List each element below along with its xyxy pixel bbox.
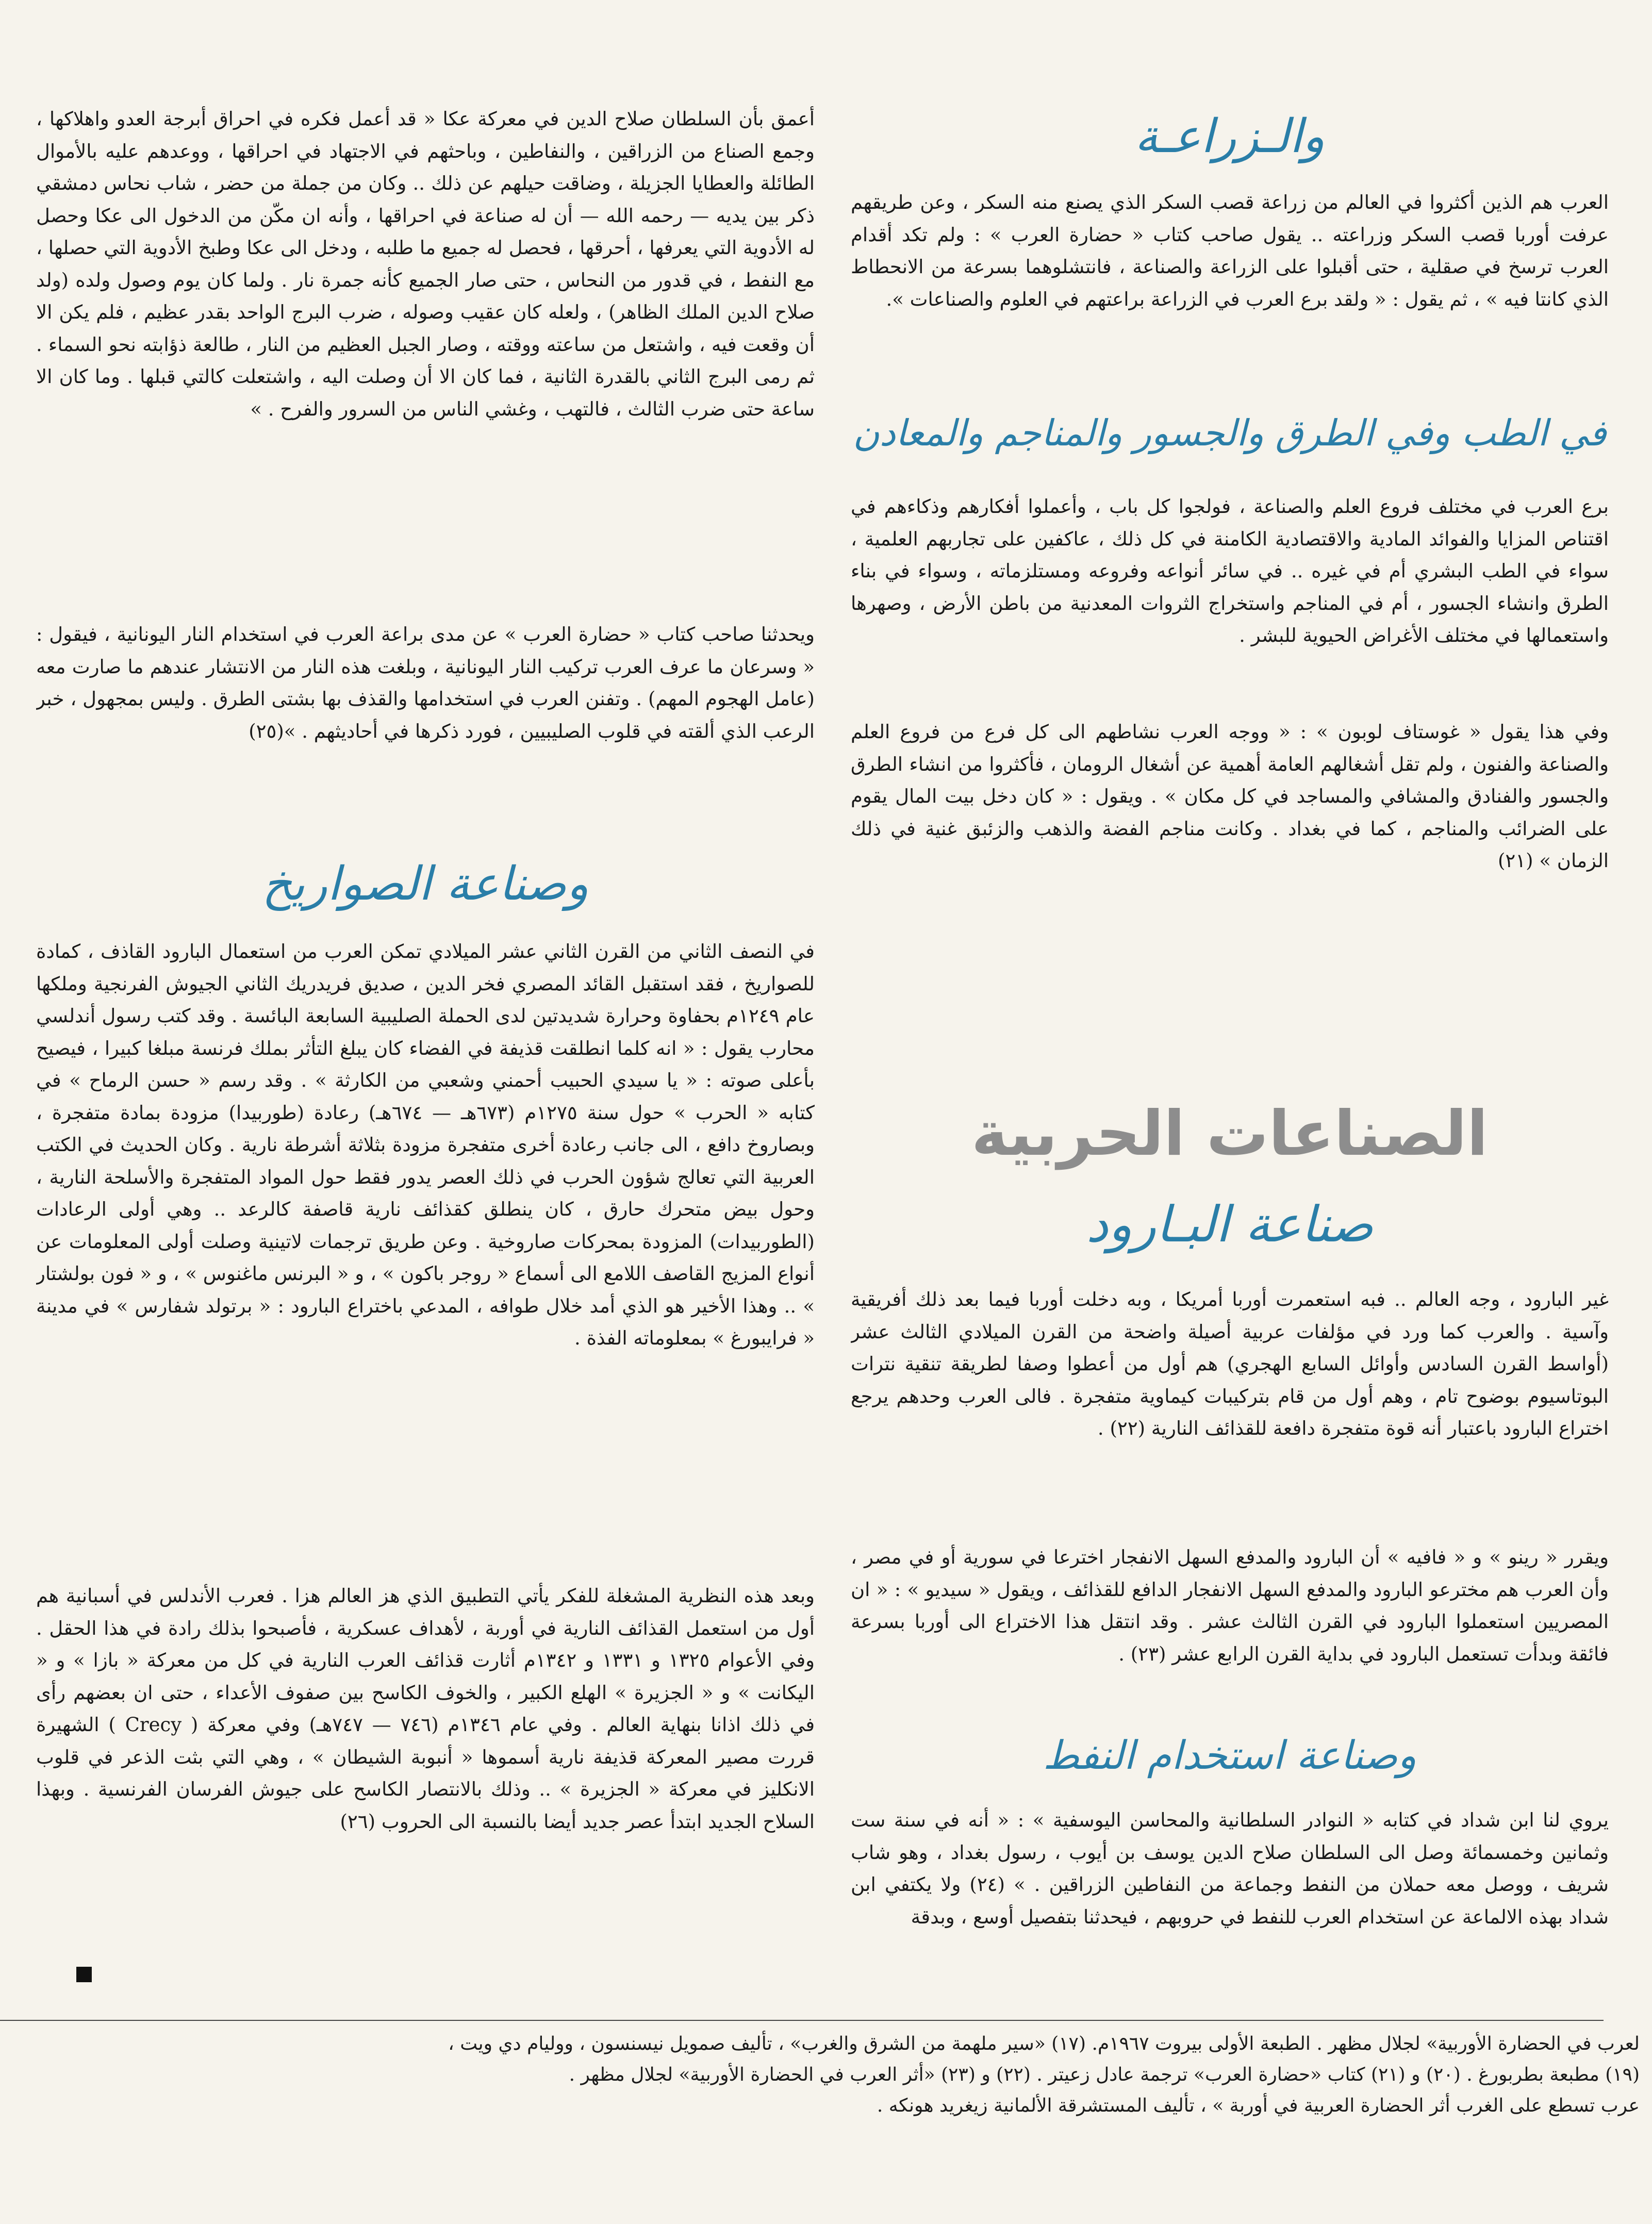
paragraph-rockets-2: وبعد هذه النظرية المشغلة للفكر يأتي التطبيق الذي هز العالم هزا . فعرب الأندلس في أسبانية هم أول من استعمل القذائف النارية في أوربة ، لأهداف عسكرية ، فأصبحوا بذلك رادة في هذا الحقل . وفي الأعوام ١٣٢٥ و ١٣٣١ و ١٣٤٢م أثارت قذائف العرب النارية في كل من معركة « بازا » و « اليكانت » و « الجزيرة » الهلع الكبير ، والخوف الكاسح بين صفوف الأعداء ، حتى ان بعضهم رأى في ذلك اذانا بنهاية العالم . وفي عام ١٣٤٦م (٧٤٦ — ٧٤٧هـ) وفي معركة ( Crecy ) الشهيرة قررت مصير المعركة قذيفة نارية أسموها « أنبوبة الشيطان » ، وهي التي بثت الذعر في قلوب الانكليز في معركة « الجزيرة » .. وذلك بالانتصار الكاسح على جيوش الفرسان الفرنسية . وبهذا السلاح الجديد ابتدأ عصر جديد أيضا بالنسبة الى الحروب (٢٦) [36,1585,815,1833]
right-column-naphtha [851,1804,1609,1998]
left-column-rockets [36,936,815,1967]
footnote-line: (١٩) مطبعة بطربورغ . (٢٠) و (٢١) كتاب «حضارة العرب» ترجمة عادل زعيتر . (٢٢) و (٢٣) «أثر العرب في الحضارة الأوربية» لجلال مظهر . [569,2064,1640,2085]
paragraph-greek-fire: ويحدثنا صاحب كتاب « حضارة العرب » عن مدى براعة العرب في استخدام النار اليونانية ، فيقول : « وسرعان ما عرف العرب تركيب النار اليونانية ، وبلغت هذه النار من الانتشار عندهم ما صارت معه (عامل الهجوم المهم) . وتفنن العرب في استخدامها والقذف بها بشتى الطرق . وليس بمجهول ، خبر الرعب الذي ألقته في قلوب الصليبيين ، فورد ذكرها في أحاديثهم . »(٢٥) [36,623,815,742]
paragraph-medicine-1: برع العرب في مختلف فروع العلم والصناعة ، فولجوا كل باب ، وأعملوا أفكارهم وذكاءهم في اقتناص المزايا والفوائد المادية والاقتصادية الكامنة في كل ذلك ، عاكفين على تجاربهم العلمية ، سواء في الطب البشري أم في غيره .. في سائر أنواعه وفروعه ومستلزماته ، وسواء في بناء الطرق وانشاء الجسور ، أم في المناجم واستخراج الثروات المعدنية من باطن الأرض ، وصهرها واستعمالها في مختلف الأغراض الحيوية للبشر . [851,495,1609,646]
heading-naphtha-industry: وصناعة استخدام النفط [1043,1732,1417,1778]
footnotes [0,2029,1640,2121]
paragraph-rockets-1: في النصف الثاني من القرن الثاني عشر الميلادي تمكن العرب من استعمال البارود القاذف ، كمادة للصواريخ ، فقد استقبل القائد المصري فخر الدين ، صديق فريدريك الثاني الجيوش الفرنجية وملكها عام ١٢٤٩م بحفاوة وحرارة شديدتين لدى الحملة الصليبية السابعة البائسة . وقد كتب رسول أندلسي محارب يقول : « انه كلما انطلقت قذيفة في الفضاء كان يبلغ التأثر بملك فرنسة مبلغا كبيرا ، فيصيح بأعلى صوته : « يا سيدي الحبيب أحمني وشعبي من الكارثة » . وقد رسم « حسن الرماح » في كتابه « الحرب » حول سنة ١٢٧٥م (٦٧٣هـ — ٦٧٤هـ) رعادة (طوربيدا) مزودة بمادة متفجرة ، وبصاروخ دافع ، الى جانب رعادة أخرى متفجرة مزودة بثلاثة أشرطة نارية . وكان الحديث في الكتب العربية التي تعالج شؤون الحرب في ذلك العصر يدور فقط حول المواد المتفجرة والأسلحة النارية ، وحول بيض متحرك حارق ، كان ينطلق كقذائف نارية قاصفة كالرعد .. وهي أولى الرعادات (الطوربيدات) المزودة بمحركات صاروخية . وعن طريق ترجمات لاتينية وصلت أولى المعلومات عن أنواع المزيج القاصف اللامع الى أسماع « روجر باكون » ، و « البرنس ماغنوس » ، و « فون بولشتار » .. وهذا الأخير هو الذي أمد خلال طوافه ، المدعي باختراع البارود : « برتولد شفارس » في مدينة « فرايبورغ » بمعلوماته الفذة . [36,940,815,1349]
right-column-agriculture [851,187,1609,380]
footnote-line: عرب تسطع على الغرب أثر الحضارة العربية في أوربة » ، تأليف المستشرقة الألمانية زيغريد هونكه . [877,2095,1640,2116]
paragraph-gunpowder-2: ويقرر « رينو » و « فافيه » أن البارود والمدفع السهل الانفجار اخترعا في سورية أو في مصر ، وأن العرب هم مخترعو البارود والمدفع السهل الانفجار الدافع للقذائف ، ويقول « سيديو » : « ان المصريين استعملوا البارود في القرن الثالث عشر . وقد انتقل هذا الاختراع الى أوربا بسرعة فائقة وبدأت تستعمل البارود في بداية القرن الرابع عشر (٢٣) . [851,1546,1609,1665]
paragraph-gunpowder-1: غير البارود ، وجه العالم .. فبه استعمرت أوربا أمريكا ، وبه دخلت أوربا فيما بعد ذلك أفريقية وآسية . والعرب كما ورد في مؤلفات عربية أصيلة واضحة من القرن الميلادي الثالث عشر (أواسط القرن السادس وأوائل السابع الهجري) هم أول من أعطوا وصفا لطريقة تنقية نترات البوتاسيوم بوضوح تام ، وهم أول من قام بتركيبات كيماوية متفجرة . فالى العرب وحدهم يرجع اختراع البارود باعتبار أنه قوة متفجرة دافعة للقذائف النارية (٢٢) . [851,1288,1609,1439]
paragraph-acre-battle: أعمق بأن السلطان صلاح الدين في معركة عكا « قد أعمل فكره في احراق أبرجة العدو واهلاكها ، وجمع الصناع من الزراقين ، والنفاطين ، وباحثهم في الاجتهاد في احراقها ، ووعدهم عليه بالأموال الطائلة والعطايا الجزيلة ، وضاقت حيلهم عن ذلك .. وكان من جملة من حضر ، شاب نحاس دمشقي ذكر بين يديه — رحمه الله — أن له صناعة في احراقها ، وأنه ان مكّن من الدخول الى عكا وحصل له الأدوية التي يعرفها ، أحرقها ، فحصل له جميع ما طلبه ، ودخل الى عكا وطبخ الأدوية التي حصلها ، مع النفط ، في قدور من النحاس ، حتى صار الجميع كأنه جمرة نار . ولما كان يوم وصول ولده (ولد صلاح الدين الملك الظاهر) ، ولعله كان عقيب وصوله ، ضرب البرج الواحد بقدر عظيم ، فلم يكن الا أن وقعت فيه ، واشتعل من ساعته ووقته ، وصار الجبل العظيم من النار ، طالعة ذؤابته نحو السماء . ثم رمى البرج الثاني بالقدرة الثانية ، فما كان الا أن وصلت اليه ، واشتعلت كالتي قبلها . وما كان الا ساعة حتى ضرب الثالث ، فالتهب ، وغشي الناس من السرور والفرح . » [36,108,815,420]
heading-medicine-roads-mines: في الطب وفي الطرق والجسور والمناجم والمعادن [853,412,1607,454]
paragraph-agriculture: العرب هم الذين أكثروا في العالم من زراعة قصب السكر الذي يصنع منه السكر ، وعن طريقهم عرفت أوربا قصب السكر وزراعته .. يقول صاحب كتاب « حضارة العرب » : ولم تكد أقدام العرب ترسخ في صقلية ، حتى أقبلوا على الزراعة والصناعة ، فانتشلوهما بسرعة من الانحطاط الذي كانتا فيه » ، ثم يقول : « ولقد برع العرب في الزراعة براعتهم في العلوم والصناعات ». [851,191,1609,310]
paragraph-medicine-2: وفي هذا يقول « غوستاف لوبون » : « ووجه العرب نشاطهم الى كل فرع من فروع العلم والصناعة والفنون ، ولم تقل أشغالهم العامة أهمية عن أشغال الرومان ، فأكثروا من انشاء الطرق والجسور والفنادق والمشافي والمساجد في كل مكان » . ويقول : « كان دخل بيت المال يقوم على الضرائب والمناجم ، كما في بغداد . وكانت مناجم الفضة والذهب والزئبق غنية في ذلك الزمان » (٢١) [851,721,1609,872]
end-of-article-mark [76,1967,92,1982]
heading-war-industries: الصناعات الحربية [971,1098,1488,1170]
heading-gunpowder-industry: صناعة البـارود [1086,1196,1374,1253]
footnote-divider [0,2020,1604,2021]
right-column-medicine [851,491,1609,941]
left-column-top [36,103,815,812]
right-column-gunpowder [851,1284,1609,1735]
heading-rockets-industry: وصناعة الصواريخ [262,857,589,911]
footnote-line: لعرب في الحضارة الأوربية» لجلال مظهر . الطبعة الأولى بيروت ١٩٦٧م. (١٧) «سير ملهمة من الشرق والغرب» ، تأليف صمويل نيسنسون ، ووليام دي ويت ، [448,2033,1640,2054]
heading-agriculture: والـزراعـة [1134,109,1325,163]
paragraph-naphtha: يروي لنا ابن شداد في كتابه « النوادر السلطانية والمحاسن اليوسفية » : « أنه في سنة ست وثمانين وخمسمائة وصل الى السلطان صلاح الدين يوسف بن أيوب ، رسول بغداد ، وهو شاب شريف ، ووصل معه حملان من النفط وجماعة من النفاطين الزراقين . » (٢٤) ولا يكتفي ابن شداد بهذه الالماعة عن استخدام العرب للنفط في حروبهم ، فيحدثنا بتفصيل أوسع ، وبدقة [851,1809,1609,1928]
